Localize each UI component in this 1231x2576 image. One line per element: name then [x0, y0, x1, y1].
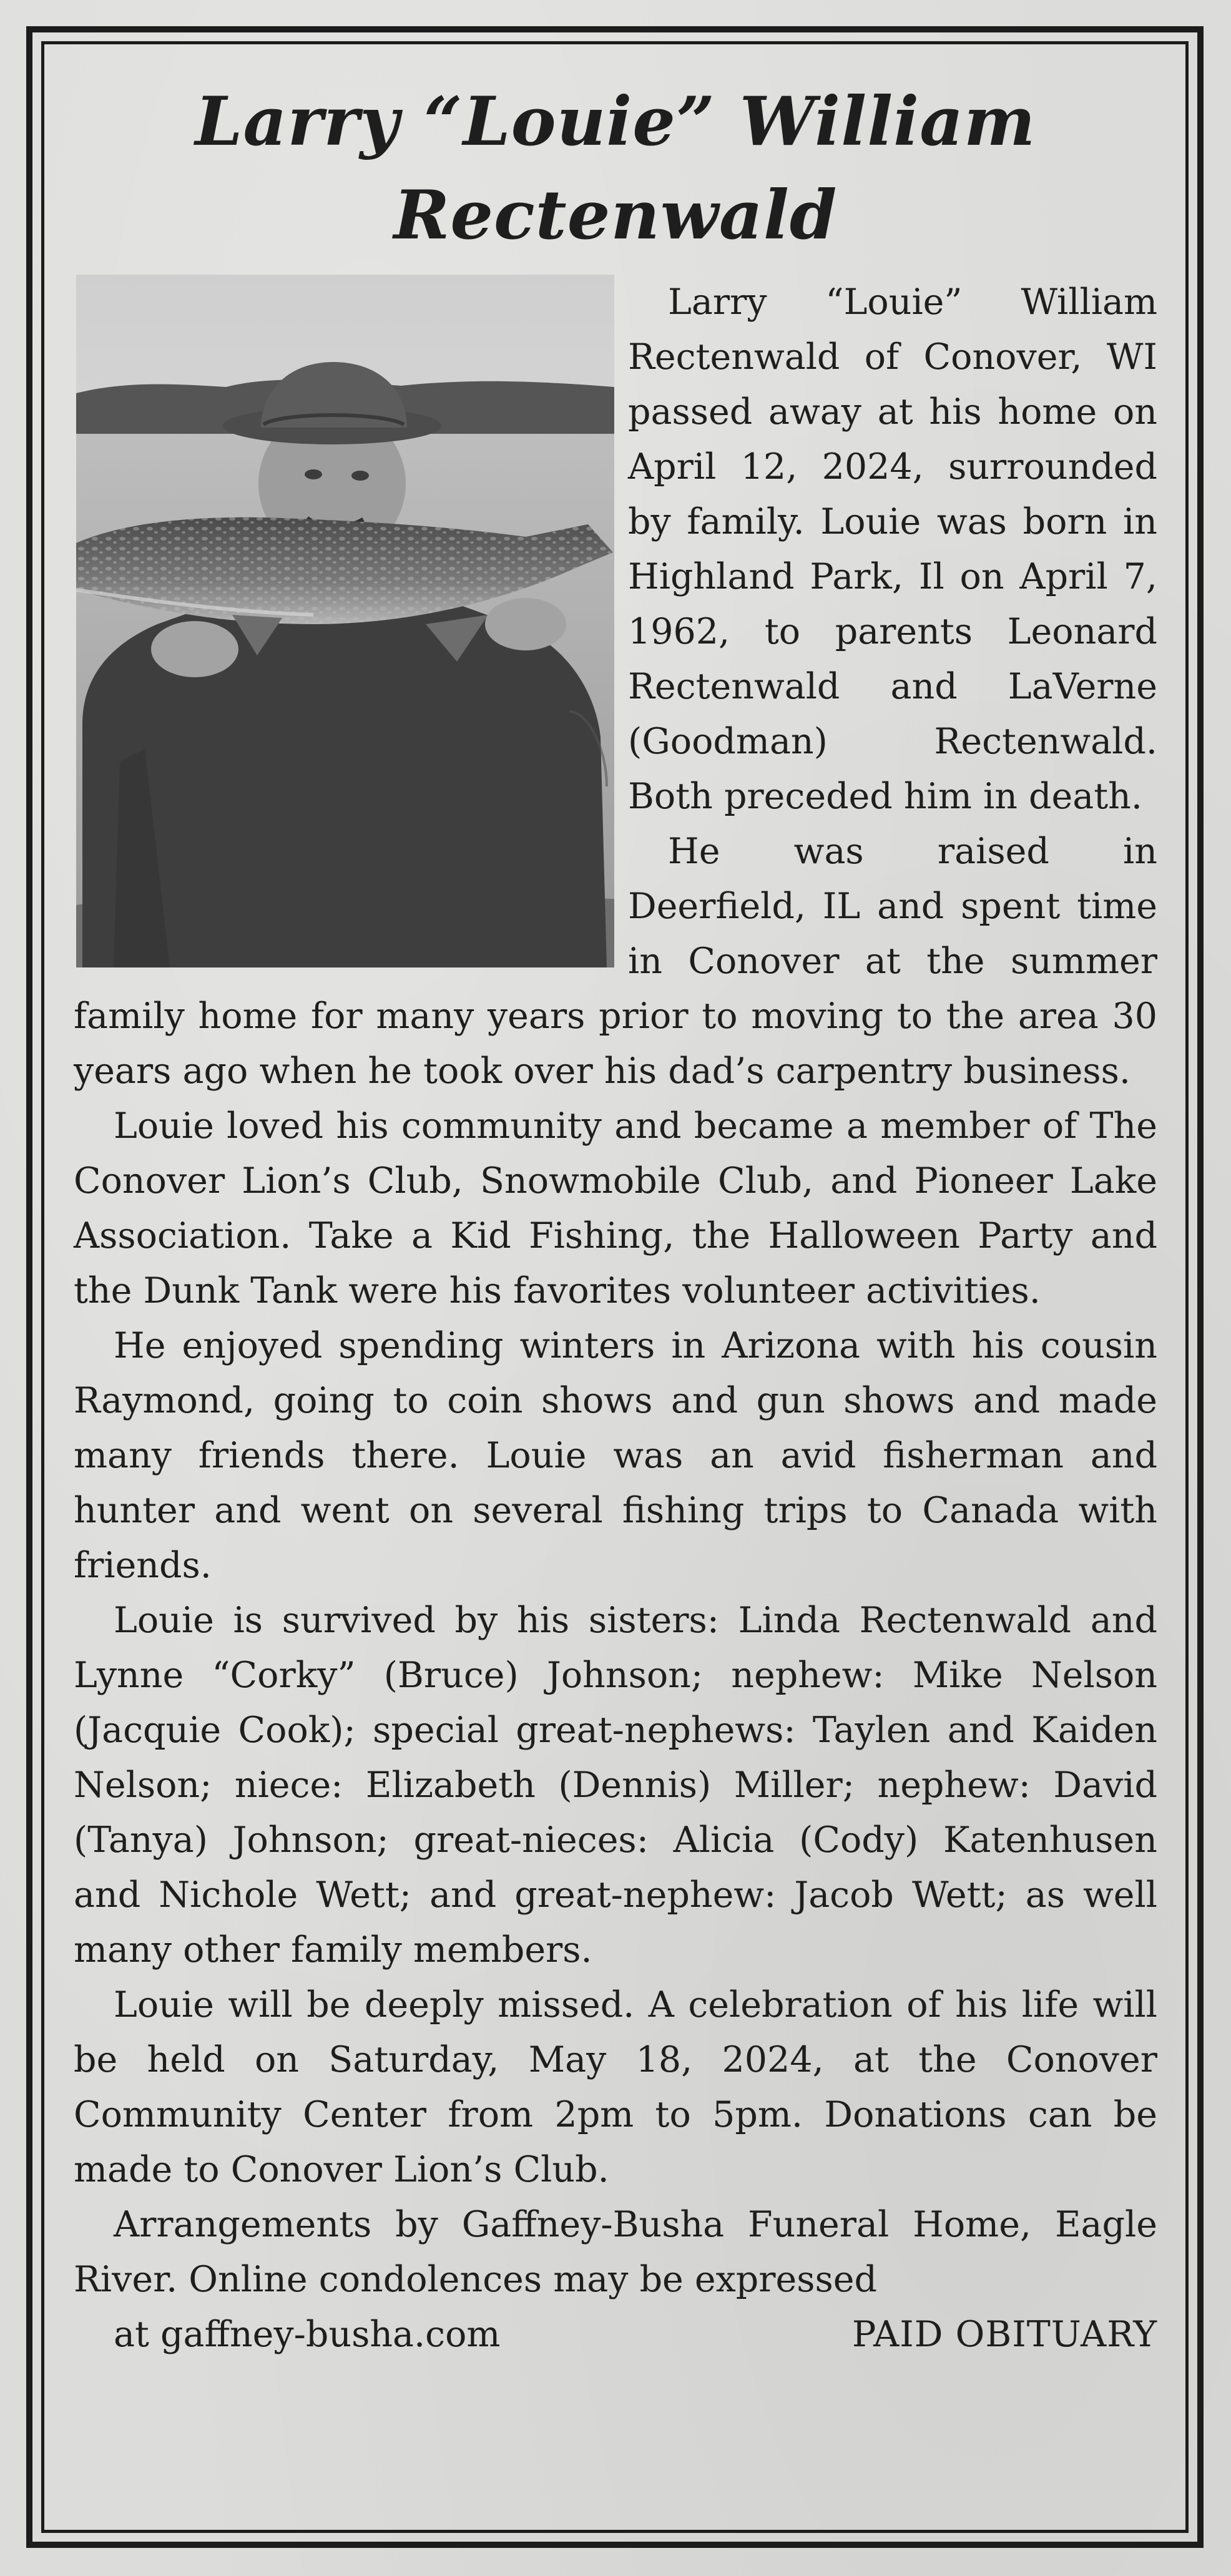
website-text: at gaffney-busha.com	[114, 2314, 501, 2355]
signoff-line	[74, 2307, 1157, 2362]
paid-obituary-label: PAID OBITUARY	[851, 2314, 1157, 2355]
obituary-title: Larry “Louie” William Rectenwald	[195, 82, 1036, 255]
obituary-body	[74, 275, 1157, 2362]
paragraph-early-life: He was raised in Deerfield, IL and spent time in Conover at the summer family home for many years prior to moving to the area 30 years ago when he took over his dad’s carpentry business.	[74, 831, 1157, 1092]
photo-float-spacer	[74, 275, 628, 967]
paragraph-arrangements: Arrangements by Gaffney-Busha Funeral Home, Eagle River. Online condolences may be expressed	[74, 2204, 1157, 2300]
paragraph-community: Louie loved his community and became a member of The Conover Lion’s Club, Snowmobile Club, and Pioneer Lake Association. Take a Kid Fishing, the Halloween Party and the Dunk Tank were his favorites volunteer activities.	[74, 1105, 1157, 1311]
paragraph-survivors: Louie is survived by his sisters: Linda Rectenwald and Lynne “Corky” (Bruce) Johnson; nephew: Mike Nelson (Jacquie Cook); special great-nephews: Taylen and Kaiden Nelson; niece: Elizabeth (Dennis) Miller; nephew: David (Tanya) Johnson; great-nieces: Alicia (Cody) Katenhusen and Nichole Wett; and great-nephew: Jacob Wett; as well many other family members.	[74, 1600, 1157, 1971]
paragraph-hobbies: He enjoyed spending winters in Arizona with his cousin Raymond, going to coin shows and gun shows and made many friends there. Louie was an avid fisherman and hunter and went on several fishing trips to Canada with friends.	[74, 1325, 1157, 1586]
paragraph-celebration: Louie will be deeply missed. A celebration of his life will be held on Saturday, May 18, 2024, at the Conover Community Center from 2pm to 5pm. Donations can be made to Conover Lion’s Club.	[74, 1984, 1157, 2190]
paragraph-passing: Larry “Louie” William Rectenwald of Conover, WI passed away at his home on April 12, 2024, surrounded by family. Louie was born in Highland Park, Il on April 7, 1962, to parents Leonard Rectenwald and LaVerne (Goodman) Rectenwald. Both preceded him in death.	[628, 282, 1157, 817]
